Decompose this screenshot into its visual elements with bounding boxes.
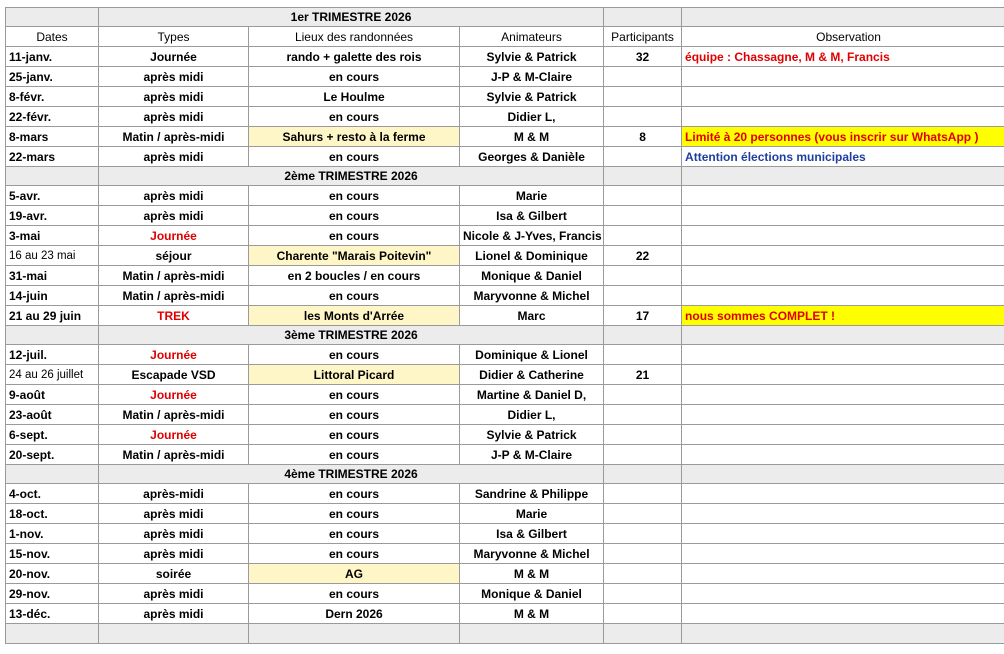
type-cell[interactable]: Journée [99,425,249,445]
observation-cell[interactable] [682,226,1004,246]
date-cell[interactable]: 14-juin [6,286,99,306]
empty-cell[interactable] [99,624,249,644]
animateurs-cell[interactable]: Sylvie & Patrick [460,47,604,67]
quarter-right-cell[interactable] [604,167,682,186]
type-cell[interactable]: après midi [99,524,249,544]
type-cell[interactable]: soirée [99,564,249,584]
animateurs-cell[interactable]: Sylvie & Patrick [460,425,604,445]
observation-cell[interactable] [682,484,1004,504]
type-cell[interactable]: séjour [99,246,249,266]
table-row [6,127,1004,147]
table-row [6,405,1004,425]
animateurs-cell[interactable]: Monique & Daniel [460,584,604,604]
type-cell[interactable]: Escapade VSD [99,365,249,385]
date-cell[interactable]: 23-août [6,405,99,425]
participants-cell[interactable] [604,266,682,286]
date-cell[interactable]: 11-janv. [6,47,99,67]
date-cell[interactable]: 5-avr. [6,186,99,206]
table-row [6,544,1004,564]
date-cell[interactable]: 3-mai [6,226,99,246]
table-row [6,584,1004,604]
empty-cell[interactable] [604,624,682,644]
animateurs-cell[interactable]: M & M [460,564,604,584]
observation-cell[interactable] [682,405,1004,425]
table-row [6,246,1004,266]
lieu-cell[interactable]: en cours [249,186,460,206]
participants-cell[interactable] [604,564,682,584]
participants-cell[interactable]: 32 [604,47,682,67]
quarter-title[interactable]: 2ème TRIMESTRE 2026 [99,167,604,186]
empty-cell[interactable] [460,624,604,644]
empty-cell[interactable] [682,624,1004,644]
type-cell[interactable]: Journée [99,385,249,405]
table-row [6,445,1004,465]
date-cell[interactable]: 25-janv. [6,67,99,87]
date-cell[interactable]: 20-sept. [6,445,99,465]
header-animateurs[interactable]: Animateurs [460,27,604,47]
type-cell[interactable]: après midi [99,87,249,107]
participants-cell[interactable] [604,524,682,544]
lieu-cell[interactable]: en 2 boucles / en cours [249,266,460,286]
type-cell[interactable]: après midi [99,186,249,206]
animateurs-cell[interactable]: Didier & Catherine [460,365,604,385]
animateurs-cell[interactable]: Sandrine & Philippe [460,484,604,504]
lieu-cell[interactable]: Le Houlme [249,87,460,107]
participants-cell[interactable] [604,345,682,365]
date-cell[interactable]: 12-juil. [6,345,99,365]
animateurs-cell[interactable]: Didier L, [460,107,604,127]
participants-cell[interactable] [604,107,682,127]
date-cell[interactable]: 18-oct. [6,504,99,524]
lieu-cell[interactable]: en cours [249,425,460,445]
table-row [6,365,1004,385]
observation-cell[interactable] [682,564,1004,584]
lieu-cell[interactable]: en cours [249,107,460,127]
observation-cell[interactable]: Limité à 20 personnes (vous inscrir sur WhatsApp ) [682,127,1004,147]
quarter-title-row [6,326,1004,345]
observation-cell[interactable] [682,544,1004,564]
observation-cell[interactable] [682,524,1004,544]
participants-cell[interactable] [604,87,682,107]
observation-cell[interactable] [682,107,1004,127]
lieu-cell[interactable]: rando + galette des rois [249,47,460,67]
observation-cell[interactable] [682,345,1004,365]
quarter-right-cell[interactable] [682,465,1004,484]
header-participants[interactable]: Participants [604,27,682,47]
quarter-right-cell[interactable] [604,8,682,27]
type-cell[interactable]: Matin / après-midi [99,127,249,147]
type-cell[interactable]: Journée [99,345,249,365]
animateurs-cell[interactable]: M & M [460,604,604,624]
type-cell[interactable]: après midi [99,206,249,226]
schedule-body [6,8,1004,644]
lieu-cell[interactable]: Sahurs + resto à la ferme [249,127,460,147]
type-cell[interactable]: Journée [99,47,249,67]
lieu-cell[interactable]: en cours [249,385,460,405]
type-cell[interactable]: TREK [99,306,249,326]
observation-cell[interactable] [682,67,1004,87]
observation-cell[interactable] [682,504,1004,524]
lieu-cell[interactable]: en cours [249,544,460,564]
empty-cell[interactable] [249,624,460,644]
header-types[interactable]: Types [99,27,249,47]
participants-cell[interactable] [604,584,682,604]
lieu-cell[interactable]: en cours [249,147,460,167]
lieu-cell[interactable]: en cours [249,504,460,524]
date-cell[interactable]: 24 au 26 juillet [6,365,99,385]
quarter-left-cell[interactable] [6,167,99,186]
quarter-left-cell[interactable] [6,8,99,27]
participants-cell[interactable] [604,405,682,425]
date-cell[interactable]: 1-nov. [6,524,99,544]
date-cell[interactable]: 15-nov. [6,544,99,564]
observation-cell[interactable] [682,206,1004,226]
type-cell[interactable]: après midi [99,584,249,604]
date-cell[interactable]: 22-mars [6,147,99,167]
quarter-title[interactable]: 4ème TRIMESTRE 2026 [99,465,604,484]
table-row [6,147,1004,167]
observation-cell[interactable] [682,385,1004,405]
animateurs-cell[interactable]: Lionel & Dominique [460,246,604,266]
animateurs-cell[interactable]: Marc [460,306,604,326]
lieu-cell[interactable]: en cours [249,405,460,425]
animateurs-cell[interactable]: Martine & Daniel D, [460,385,604,405]
animateurs-cell[interactable]: Marie [460,504,604,524]
lieu-cell[interactable]: en cours [249,286,460,306]
participants-cell[interactable] [604,186,682,206]
participants-cell[interactable] [604,385,682,405]
column-header-row [6,27,1004,47]
participants-cell[interactable] [604,604,682,624]
table-row [6,206,1004,226]
observation-cell[interactable] [682,266,1004,286]
quarter-title[interactable]: 3ème TRIMESTRE 2026 [99,326,604,345]
type-cell[interactable]: Matin / après-midi [99,445,249,465]
animateurs-cell[interactable]: J-P & M-Claire [460,445,604,465]
schedule-table [5,7,1004,644]
animateurs-cell[interactable]: M & M [460,127,604,147]
date-cell[interactable]: 8-févr. [6,87,99,107]
table-row [6,504,1004,524]
lieu-cell[interactable]: Charente "Marais Poitevin" [249,246,460,266]
lieu-cell[interactable]: en cours [249,524,460,544]
table-row [6,484,1004,504]
table-row [6,286,1004,306]
type-cell[interactable]: après midi [99,107,249,127]
header-dates[interactable]: Dates [6,27,99,47]
date-cell[interactable]: 19-avr. [6,206,99,226]
participants-cell[interactable] [604,67,682,87]
participants-cell[interactable] [604,147,682,167]
table-row [6,226,1004,246]
date-cell[interactable]: 31-mai [6,266,99,286]
quarter-left-cell[interactable] [6,465,99,484]
observation-cell[interactable] [682,604,1004,624]
observation-cell[interactable] [682,584,1004,604]
type-cell[interactable]: Journée [99,226,249,246]
participants-cell[interactable] [604,484,682,504]
participants-cell[interactable]: 21 [604,365,682,385]
date-cell[interactable]: 20-nov. [6,564,99,584]
quarter-right-cell[interactable] [682,8,1004,27]
lieu-cell[interactable]: en cours [249,206,460,226]
quarter-right-cell[interactable] [682,167,1004,186]
date-cell[interactable]: 22-févr. [6,107,99,127]
participants-cell[interactable] [604,445,682,465]
participants-cell[interactable]: 8 [604,127,682,147]
lieu-cell[interactable]: AG [249,564,460,584]
table-row [6,87,1004,107]
date-cell[interactable]: 4-oct. [6,484,99,504]
table-row [6,345,1004,365]
observation-cell[interactable]: nous sommes COMPLET ! [682,306,1004,326]
animateurs-cell[interactable]: Nicole & J-Yves, Francis [460,226,604,246]
quarter-left-cell[interactable] [6,326,99,345]
participants-cell[interactable] [604,286,682,306]
observation-cell[interactable] [682,445,1004,465]
lieu-cell[interactable]: Littoral Picard [249,365,460,385]
date-cell[interactable]: 13-déc. [6,604,99,624]
table-row [6,425,1004,445]
animateurs-cell[interactable]: Isa & Gilbert [460,524,604,544]
lieu-cell[interactable]: Dern 2026 [249,604,460,624]
animateurs-cell[interactable]: Marie [460,186,604,206]
quarter-right-cell[interactable] [604,326,682,345]
type-cell[interactable]: Matin / après-midi [99,286,249,306]
participants-cell[interactable] [604,206,682,226]
lieu-cell[interactable]: en cours [249,445,460,465]
participants-cell[interactable] [604,226,682,246]
observation-cell[interactable] [682,365,1004,385]
table-row [6,306,1004,326]
observation-cell[interactable]: équipe : Chassagne, M & M, Francis [682,47,1004,67]
animateurs-cell[interactable]: J-P & M-Claire [460,67,604,87]
type-cell[interactable]: après midi [99,544,249,564]
participants-cell[interactable]: 17 [604,306,682,326]
animateurs-cell[interactable]: Isa & Gilbert [460,206,604,226]
quarter-title-row [6,465,1004,484]
lieu-cell[interactable]: en cours [249,484,460,504]
date-cell[interactable]: 21 au 29 juin [6,306,99,326]
header-lieux[interactable]: Lieux des randonnées [249,27,460,47]
animateurs-cell[interactable]: Dominique & Lionel [460,345,604,365]
type-cell[interactable]: Matin / après-midi [99,405,249,425]
table-row [6,67,1004,87]
participants-cell[interactable]: 22 [604,246,682,266]
table-row [6,107,1004,127]
observation-cell[interactable] [682,87,1004,107]
date-cell[interactable]: 9-août [6,385,99,405]
quarter-title[interactable]: 1er TRIMESTRE 2026 [99,8,604,27]
date-cell[interactable]: 6-sept. [6,425,99,445]
lieu-cell[interactable]: en cours [249,345,460,365]
quarter-right-cell[interactable] [682,326,1004,345]
table-row [6,47,1004,67]
date-cell[interactable]: 16 au 23 mai [6,246,99,266]
animateurs-cell[interactable]: Monique & Daniel [460,266,604,286]
lieu-cell[interactable]: en cours [249,584,460,604]
participants-cell[interactable] [604,504,682,524]
observation-cell[interactable] [682,286,1004,306]
quarter-title-row [6,167,1004,186]
date-cell[interactable]: 29-nov. [6,584,99,604]
animateurs-cell[interactable]: Maryvonne & Michel [460,286,604,306]
participants-cell[interactable] [604,544,682,564]
empty-row [6,624,1004,644]
animateurs-cell[interactable]: Sylvie & Patrick [460,87,604,107]
quarter-title-row [6,8,1004,27]
type-cell[interactable]: Matin / après-midi [99,266,249,286]
date-cell[interactable]: 8-mars [6,127,99,147]
animateurs-cell[interactable]: Didier L, [460,405,604,425]
table-row [6,385,1004,405]
lieu-cell[interactable]: en cours [249,67,460,87]
table-row [6,564,1004,584]
observation-cell[interactable]: Attention élections municipales [682,147,1004,167]
quarter-right-cell[interactable] [604,465,682,484]
type-cell[interactable]: après midi [99,147,249,167]
type-cell[interactable]: après-midi [99,484,249,504]
animateurs-cell[interactable]: Maryvonne & Michel [460,544,604,564]
table-row [6,524,1004,544]
animateurs-cell[interactable]: Georges & Danièle [460,147,604,167]
type-cell[interactable]: après midi [99,67,249,87]
type-cell[interactable]: après midi [99,604,249,624]
lieu-cell[interactable]: en cours [249,226,460,246]
table-row [6,266,1004,286]
header-observation[interactable]: Observation [682,27,1004,47]
table-row [6,186,1004,206]
observation-cell[interactable] [682,425,1004,445]
empty-cell[interactable] [6,624,99,644]
lieu-cell[interactable]: les Monts d'Arrée [249,306,460,326]
participants-cell[interactable] [604,425,682,445]
type-cell[interactable]: après midi [99,504,249,524]
observation-cell[interactable] [682,246,1004,266]
observation-cell[interactable] [682,186,1004,206]
table-row [6,604,1004,624]
